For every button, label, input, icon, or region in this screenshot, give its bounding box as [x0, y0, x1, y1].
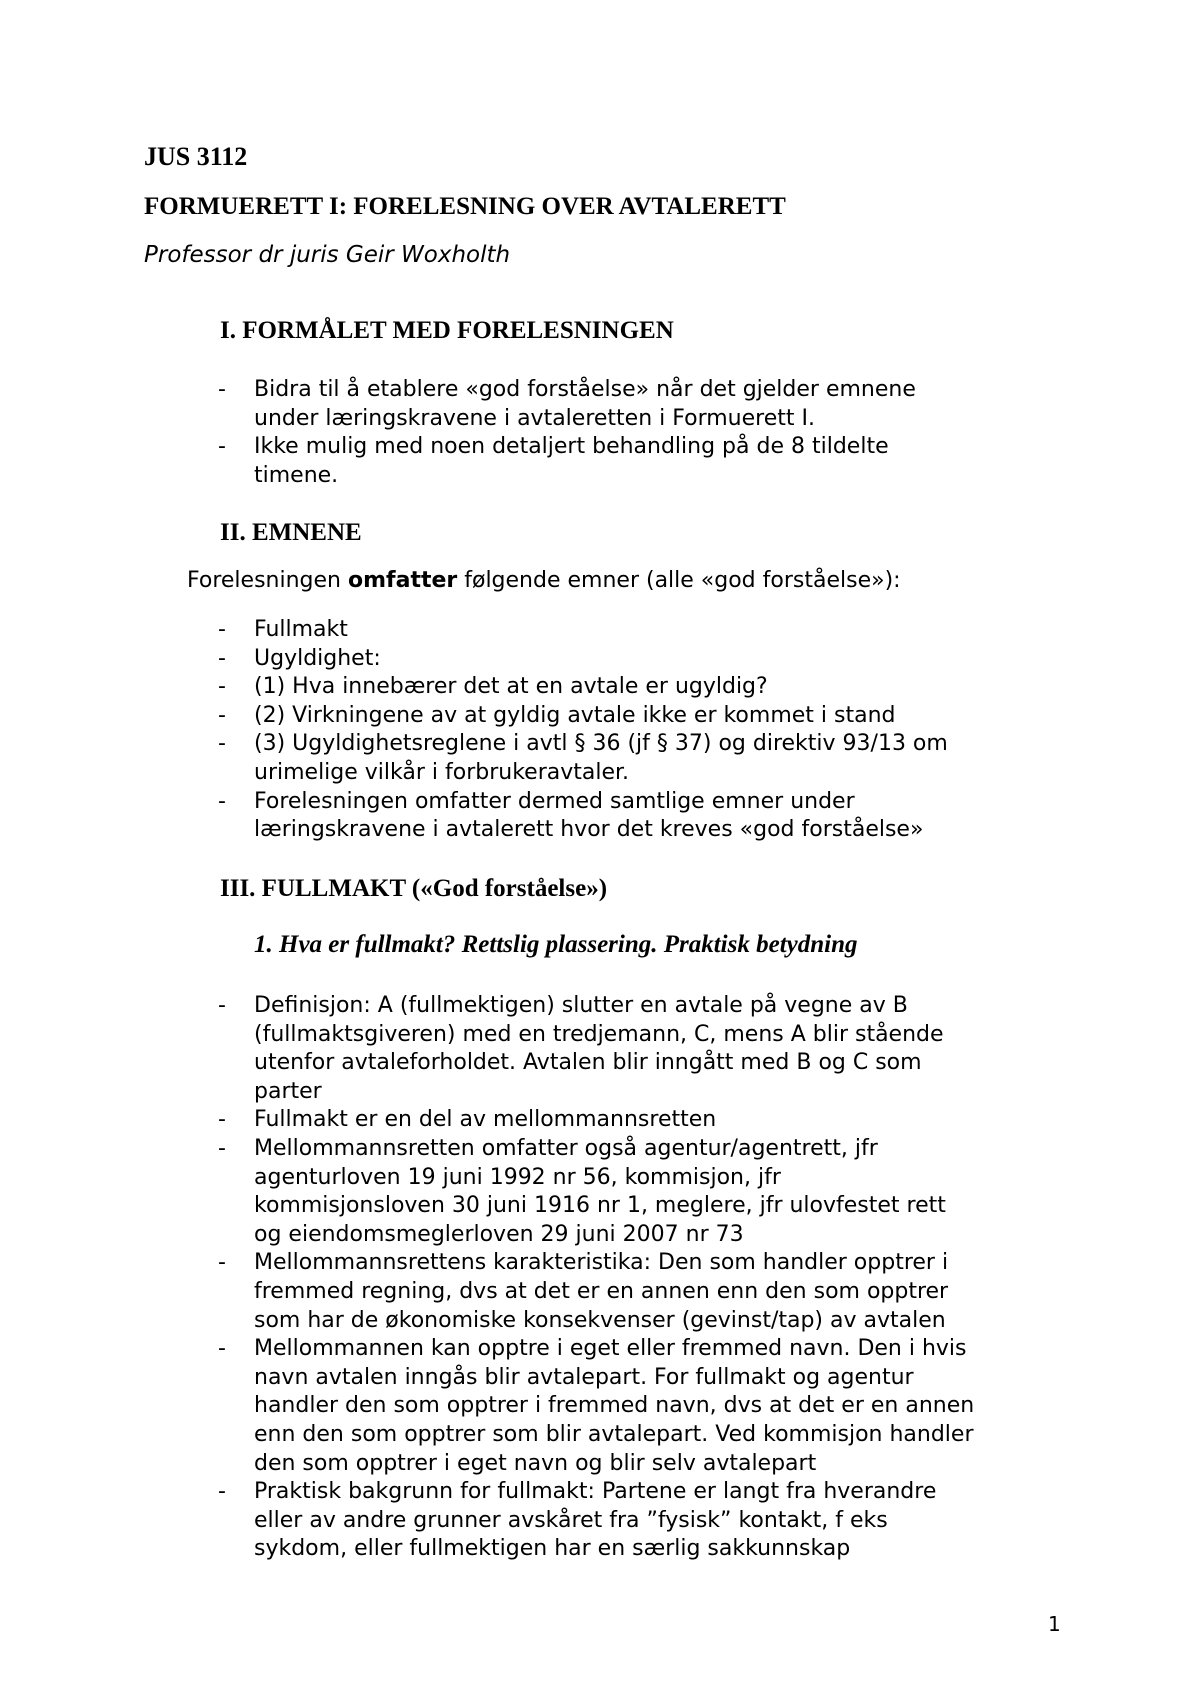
- intro-text-bold: omfatter: [347, 568, 458, 593]
- list-marker: -: [218, 702, 226, 728]
- list-item: [218, 1106, 974, 1135]
- list-item: [218, 433, 916, 490]
- intro-text-end: følgende emner (alle «god forståelse»):: [457, 568, 901, 593]
- list-marker: -: [218, 1250, 226, 1276]
- course-code: JUS 3112: [144, 142, 248, 171]
- list-item-line: kommisjonsloven 30 juni 1916 nr 1, meglere, jfr ulovfestet rett: [254, 1193, 946, 1219]
- list-marker: -: [218, 1479, 226, 1505]
- list-item: [218, 788, 948, 845]
- list-item: [218, 645, 948, 674]
- list-marker: -: [218, 1107, 226, 1133]
- fullmakt-list: [218, 992, 974, 1564]
- list-item: [218, 616, 948, 645]
- list-marker: -: [218, 788, 226, 814]
- list-item: [218, 376, 916, 433]
- list-marker: -: [218, 617, 226, 642]
- author-line: Professor dr juris Geir Woxholth: [144, 242, 511, 268]
- document-title: FORMUERETT I: FORELESNING OVER AVTALERETT: [144, 193, 786, 220]
- list-item-line: handler den som opptrer i fremmed navn, dvs at det er en annen: [254, 1393, 975, 1419]
- list-item-line: Mellommannsrettens karakteristika: Den som handler opptrer i: [254, 1250, 949, 1276]
- purpose-list: [218, 376, 916, 490]
- list-item-line: Mellommannsretten omfatter også agentur/agentrett, jfr: [254, 1135, 878, 1161]
- list-marker: -: [218, 674, 226, 700]
- list-marker: -: [218, 434, 226, 460]
- list-item: [218, 673, 948, 702]
- list-item-line: urimelige vilkår i forbrukeravtaler.: [254, 759, 630, 785]
- list-item-line: (fullmaktsgiveren) med en tredjemann, C, mens A blir stående: [254, 1021, 944, 1047]
- list-item-line: Ugyldighet:: [254, 645, 381, 671]
- list-item-line: Fullmakt: [254, 617, 348, 642]
- list-item: [218, 730, 948, 787]
- section-heading-fullmakt: III. FULLMAKT («God forståelse»): [220, 875, 608, 902]
- list-item-line: Forelesningen omfatter dermed samtlige emner under: [254, 788, 855, 814]
- list-item-line: (2) Virkningene av at gyldig avtale ikke er kommet i stand: [254, 702, 896, 728]
- list-item: [218, 702, 948, 731]
- list-item-line: Definisjon: A (fullmektigen) slutter en avtale på vegne av B: [254, 993, 908, 1018]
- section-heading-purpose: I. FORMÅLET MED FORELESNINGEN: [220, 317, 674, 344]
- list-item-line: Bidra til å etablere «god forståelse» når det gjelder emnene: [254, 377, 916, 402]
- list-item-line: parter: [254, 1078, 322, 1104]
- list-item-line: Fullmakt er en del av mellommannsretten: [254, 1107, 717, 1133]
- topics-list: [218, 616, 948, 845]
- page-number: 1: [1048, 1612, 1061, 1636]
- list-item: [218, 992, 974, 1106]
- list-item-line: Praktisk bakgrunn for fullmakt: Partene er langt fra hverandre: [254, 1479, 937, 1505]
- list-marker: -: [218, 993, 226, 1018]
- list-item-line: (1) Hva innebærer det at en avtale er ugyldig?: [254, 674, 768, 700]
- list-marker: -: [218, 731, 226, 757]
- list-item-line: sykdom, eller fullmektigen har en særlig sakkunnskap: [254, 1536, 851, 1562]
- subsection-heading: 1. Hva er fullmakt? Rettslig plassering. Praktisk betydning: [254, 931, 858, 958]
- list-item-line: Mellommannen kan opptre i eget eller fremmed navn. Den i hvis: [254, 1336, 967, 1362]
- list-item-line: under læringskravene i avtaleretten i Formuerett I.: [254, 405, 815, 431]
- list-marker: -: [218, 1135, 226, 1161]
- list-item: [218, 1135, 974, 1249]
- list-item-line: som har de økonomiske konsekvenser (gevinst/tap) av avtalen: [254, 1307, 946, 1333]
- list-item-line: navn avtalen inngås blir avtalepart. For fullmakt og agentur: [254, 1364, 914, 1390]
- list-item-line: utenfor avtaleforholdet. Avtalen blir inngått med B og C som: [254, 1050, 922, 1076]
- list-item-line: timene.: [254, 462, 339, 488]
- section-heading-topics: II. EMNENE: [220, 519, 362, 546]
- topics-intro: [187, 567, 901, 595]
- list-item-line: fremmed regning, dvs at det er en annen enn den som opptrer: [254, 1278, 949, 1304]
- list-marker: -: [218, 377, 226, 402]
- list-item: [218, 1478, 974, 1564]
- list-item-line: enn den som opptrer som blir avtalepart. Ved kommisjon handler: [254, 1421, 974, 1447]
- list-item-line: læringskravene i avtalerett hvor det kreves «god forståelse»: [254, 817, 924, 843]
- list-item: [218, 1335, 974, 1478]
- list-item-line: (3) Ugyldighetsreglene i avtl § 36 (jf § 37) og direktiv 93/13 om: [254, 731, 948, 757]
- list-item: [218, 1249, 974, 1335]
- list-item-line: og eiendomsmeglerloven 29 juni 2007 nr 73: [254, 1221, 744, 1247]
- list-item-line: agenturloven 19 juni 1992 nr 56, kommisjon, jfr: [254, 1164, 781, 1190]
- intro-text-start: Forelesningen: [187, 568, 348, 593]
- list-item-line: Ikke mulig med noen detaljert behandling på de 8 tildelte: [254, 434, 889, 460]
- list-marker: -: [218, 645, 226, 671]
- list-marker: -: [218, 1336, 226, 1362]
- list-item-line: den som opptrer i eget navn og blir selv avtalepart: [254, 1450, 817, 1476]
- list-item-line: eller av andre grunner avskåret fra ”fysisk” kontakt, f eks: [254, 1507, 888, 1533]
